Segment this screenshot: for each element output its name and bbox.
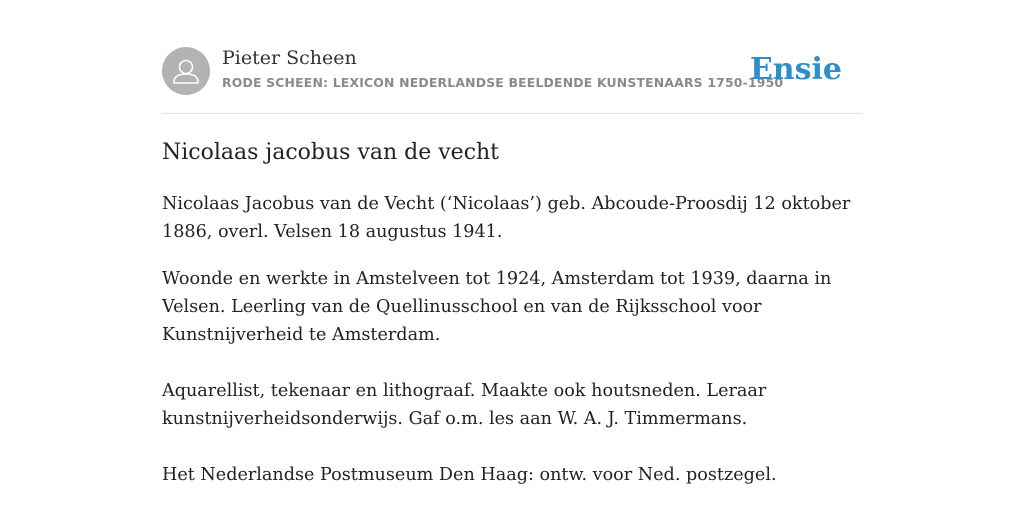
author-avatar[interactable] <box>162 47 210 95</box>
article-title: Nicolaas jacobus van de vecht <box>162 140 500 165</box>
paragraph-work <box>162 377 852 433</box>
user-silhouette-icon <box>162 47 210 95</box>
article-header <box>162 46 862 96</box>
text-line: 1886, overl. Velsen 18 augustus 1941. <box>162 222 503 242</box>
text-line: kunstnijverheidsonderwijs. Gaf o.m. les aan W. A. J. Timmermans. <box>162 409 748 429</box>
text-line: Kunstnijverheid te Amsterdam. <box>162 325 441 345</box>
ensie-logo[interactable]: Ensie <box>749 52 842 87</box>
article-body <box>162 190 852 489</box>
text-line: Woonde en werkte in Amstelveen tot 1924, Amsterdam tot 1939, daarna in <box>162 269 832 289</box>
text-line: Het Nederlandse Postmuseum Den Haag: ontw. voor Ned. postzegel. <box>162 465 777 485</box>
source-label[interactable]: RODE SCHEEN: LEXICON NEDERLANDSE BEELDENDE KUNSTENAARS 1750-1950 <box>222 75 784 90</box>
text-line: Aquarellist, tekenaar en lithograaf. Maakte ook houtsneden. Leraar <box>162 381 767 401</box>
header-divider <box>162 113 862 114</box>
paragraph-residence-training <box>162 265 852 349</box>
paragraph-spacer <box>162 349 852 377</box>
paragraph-collection <box>162 461 852 489</box>
text-line: Nicolaas Jacobus van de Vecht (‘Nicolaas’) geb. Abcoude-Proosdij 12 oktober <box>162 194 851 214</box>
author-name[interactable]: Pieter Scheen <box>222 47 357 69</box>
paragraph-spacer <box>162 433 852 461</box>
text-line: Velsen. Leerling van de Quellinusschool en van de Rijksschool voor <box>162 297 762 317</box>
paragraph-birth-death <box>162 190 852 246</box>
